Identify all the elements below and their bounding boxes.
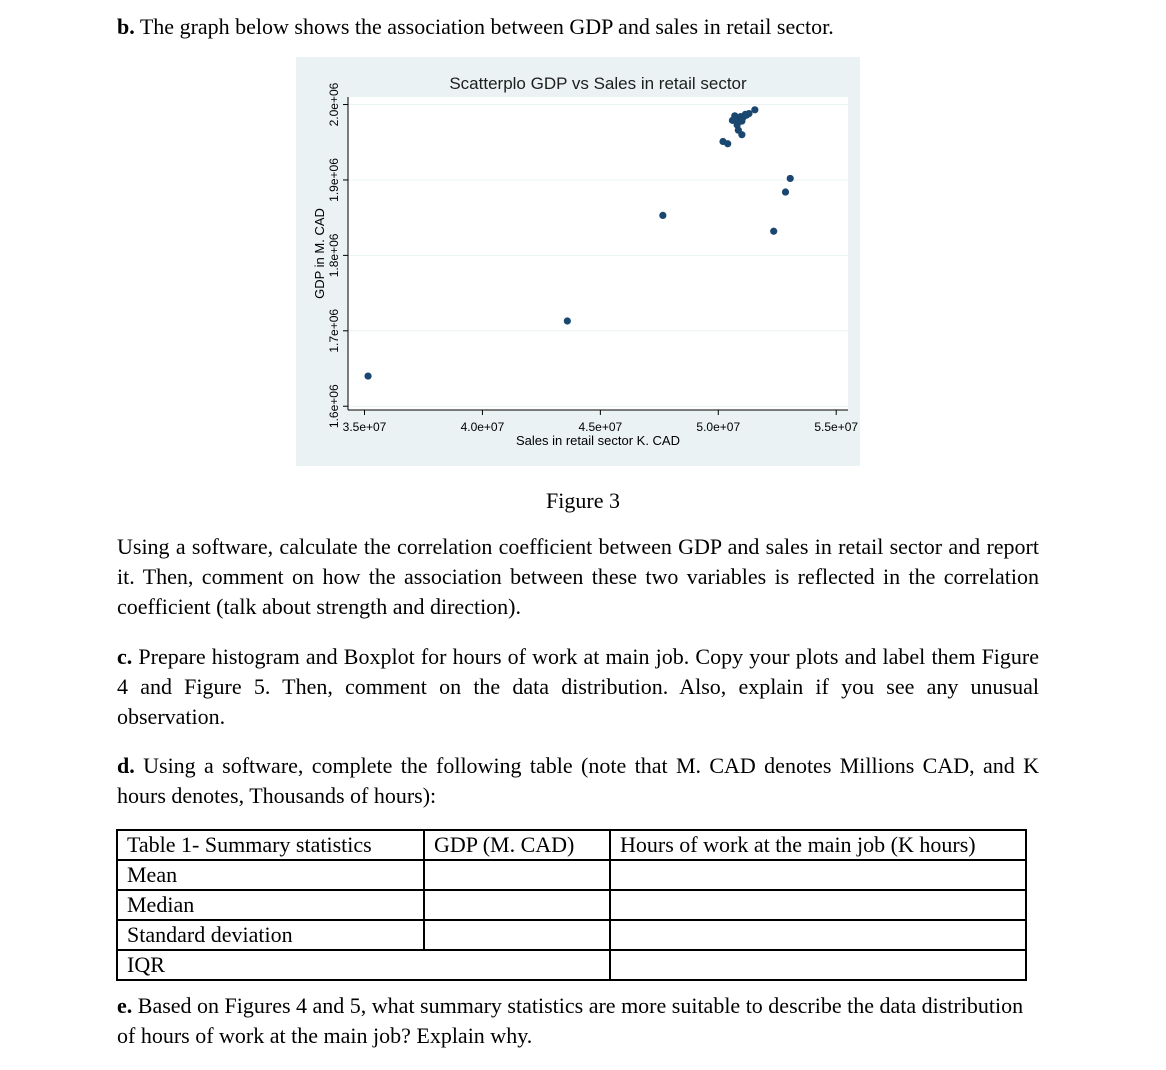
chart-title: Scatterplo GDP vs Sales in retail sector (449, 74, 747, 93)
cell-mean-gdp[interactable] (424, 860, 610, 890)
row-label-std: Standard deviation (117, 920, 424, 950)
section-c-text: Prepare histogram and Boxplot for hours of work at main job. Copy your plots and label them Figure 4 and Figure 5. Then, comment on the data distribution. Also, explain if you see any unusual observation. (117, 644, 1040, 729)
table-row (117, 920, 1026, 950)
scatter-point (564, 317, 571, 324)
scatter-chart (296, 57, 860, 466)
scatter-point (738, 131, 745, 138)
cell-median-hours[interactable] (610, 890, 1026, 920)
x-tick-label: 5.5e+07 (814, 420, 859, 434)
x-tick-label: 4.0e+07 (460, 420, 505, 434)
scatter-point (659, 212, 666, 219)
cell-median-gdp[interactable] (424, 890, 610, 920)
x-axis-label: Sales in retail sector K. CAD (515, 433, 681, 448)
row-label-iqr: IQR (117, 950, 424, 980)
plot-area (348, 97, 848, 410)
scatter-point (745, 110, 752, 117)
table-row (117, 890, 1026, 920)
section-b-heading (117, 12, 1039, 42)
summary-statistics-table (116, 829, 1027, 981)
y-axis-label: GDP in M. CAD (312, 208, 327, 299)
scatter-point (724, 140, 731, 147)
cell-std-gdp[interactable] (424, 920, 610, 950)
section-c (117, 642, 1039, 732)
scatter-point (782, 188, 789, 195)
cell-iqr-hours[interactable] (610, 950, 1026, 980)
y-tick-label: 1.8e+06 (327, 233, 341, 278)
section-c-label: c. (117, 644, 133, 669)
table-header-gdp: GDP (M. CAD) (424, 830, 610, 860)
cell-std-hours[interactable] (610, 920, 1026, 950)
instruction-b: Using a software, calculate the correlation coefficient between GDP and sales in retail sector and report it. Then, comment on how the association between these two variables is reflected in the correlation coefficient (talk about strength and direction). (117, 534, 1039, 619)
row-label-mean: Mean (117, 860, 424, 890)
table-header-title: Table 1- Summary statistics (117, 830, 424, 860)
scatter-point (787, 175, 794, 182)
y-tick-label: 2.0e+06 (327, 82, 341, 127)
y-tick-label: 1.7e+06 (327, 308, 341, 353)
row-label-median: Median (117, 890, 424, 920)
section-d (117, 751, 1039, 811)
table-header-hours: Hours of work at the main job (K hours) (610, 830, 1026, 860)
table-row (117, 860, 1026, 890)
y-tick-label: 1.6e+06 (327, 384, 341, 429)
figure-caption: Figure 3 (546, 488, 620, 513)
cell-mean-hours[interactable] (610, 860, 1026, 890)
scatter-point (364, 372, 371, 379)
scatter-point (770, 228, 777, 235)
section-e-label: e. (117, 993, 133, 1018)
table-row (117, 950, 1026, 980)
table-header-row (117, 830, 1026, 860)
section-b-label: b. (117, 14, 135, 39)
section-b-text: The graph below shows the association between GDP and sales in retail sector. (139, 14, 834, 39)
section-d-text: Using a software, complete the following table (note that M. CAD denotes Millions CAD, and K hours denotes, Thousands of hours): (117, 753, 1040, 808)
cell-iqr-gdp[interactable] (424, 950, 610, 980)
section-e-text: Based on Figures 4 and 5, what summary statistics are more suitable to describe the data distribution of hours of work at the main job? Explain why. (117, 993, 1024, 1048)
y-tick-label: 1.9e+06 (327, 158, 341, 202)
section-d-label: d. (117, 753, 135, 778)
scatter-point (751, 106, 758, 113)
x-tick-label: 3.5e+07 (342, 420, 387, 434)
section-e (117, 991, 1039, 1051)
x-tick-label: 5.0e+07 (696, 420, 741, 434)
x-tick-label: 4.5e+07 (578, 420, 623, 434)
scatter-chart-svg (296, 57, 860, 466)
